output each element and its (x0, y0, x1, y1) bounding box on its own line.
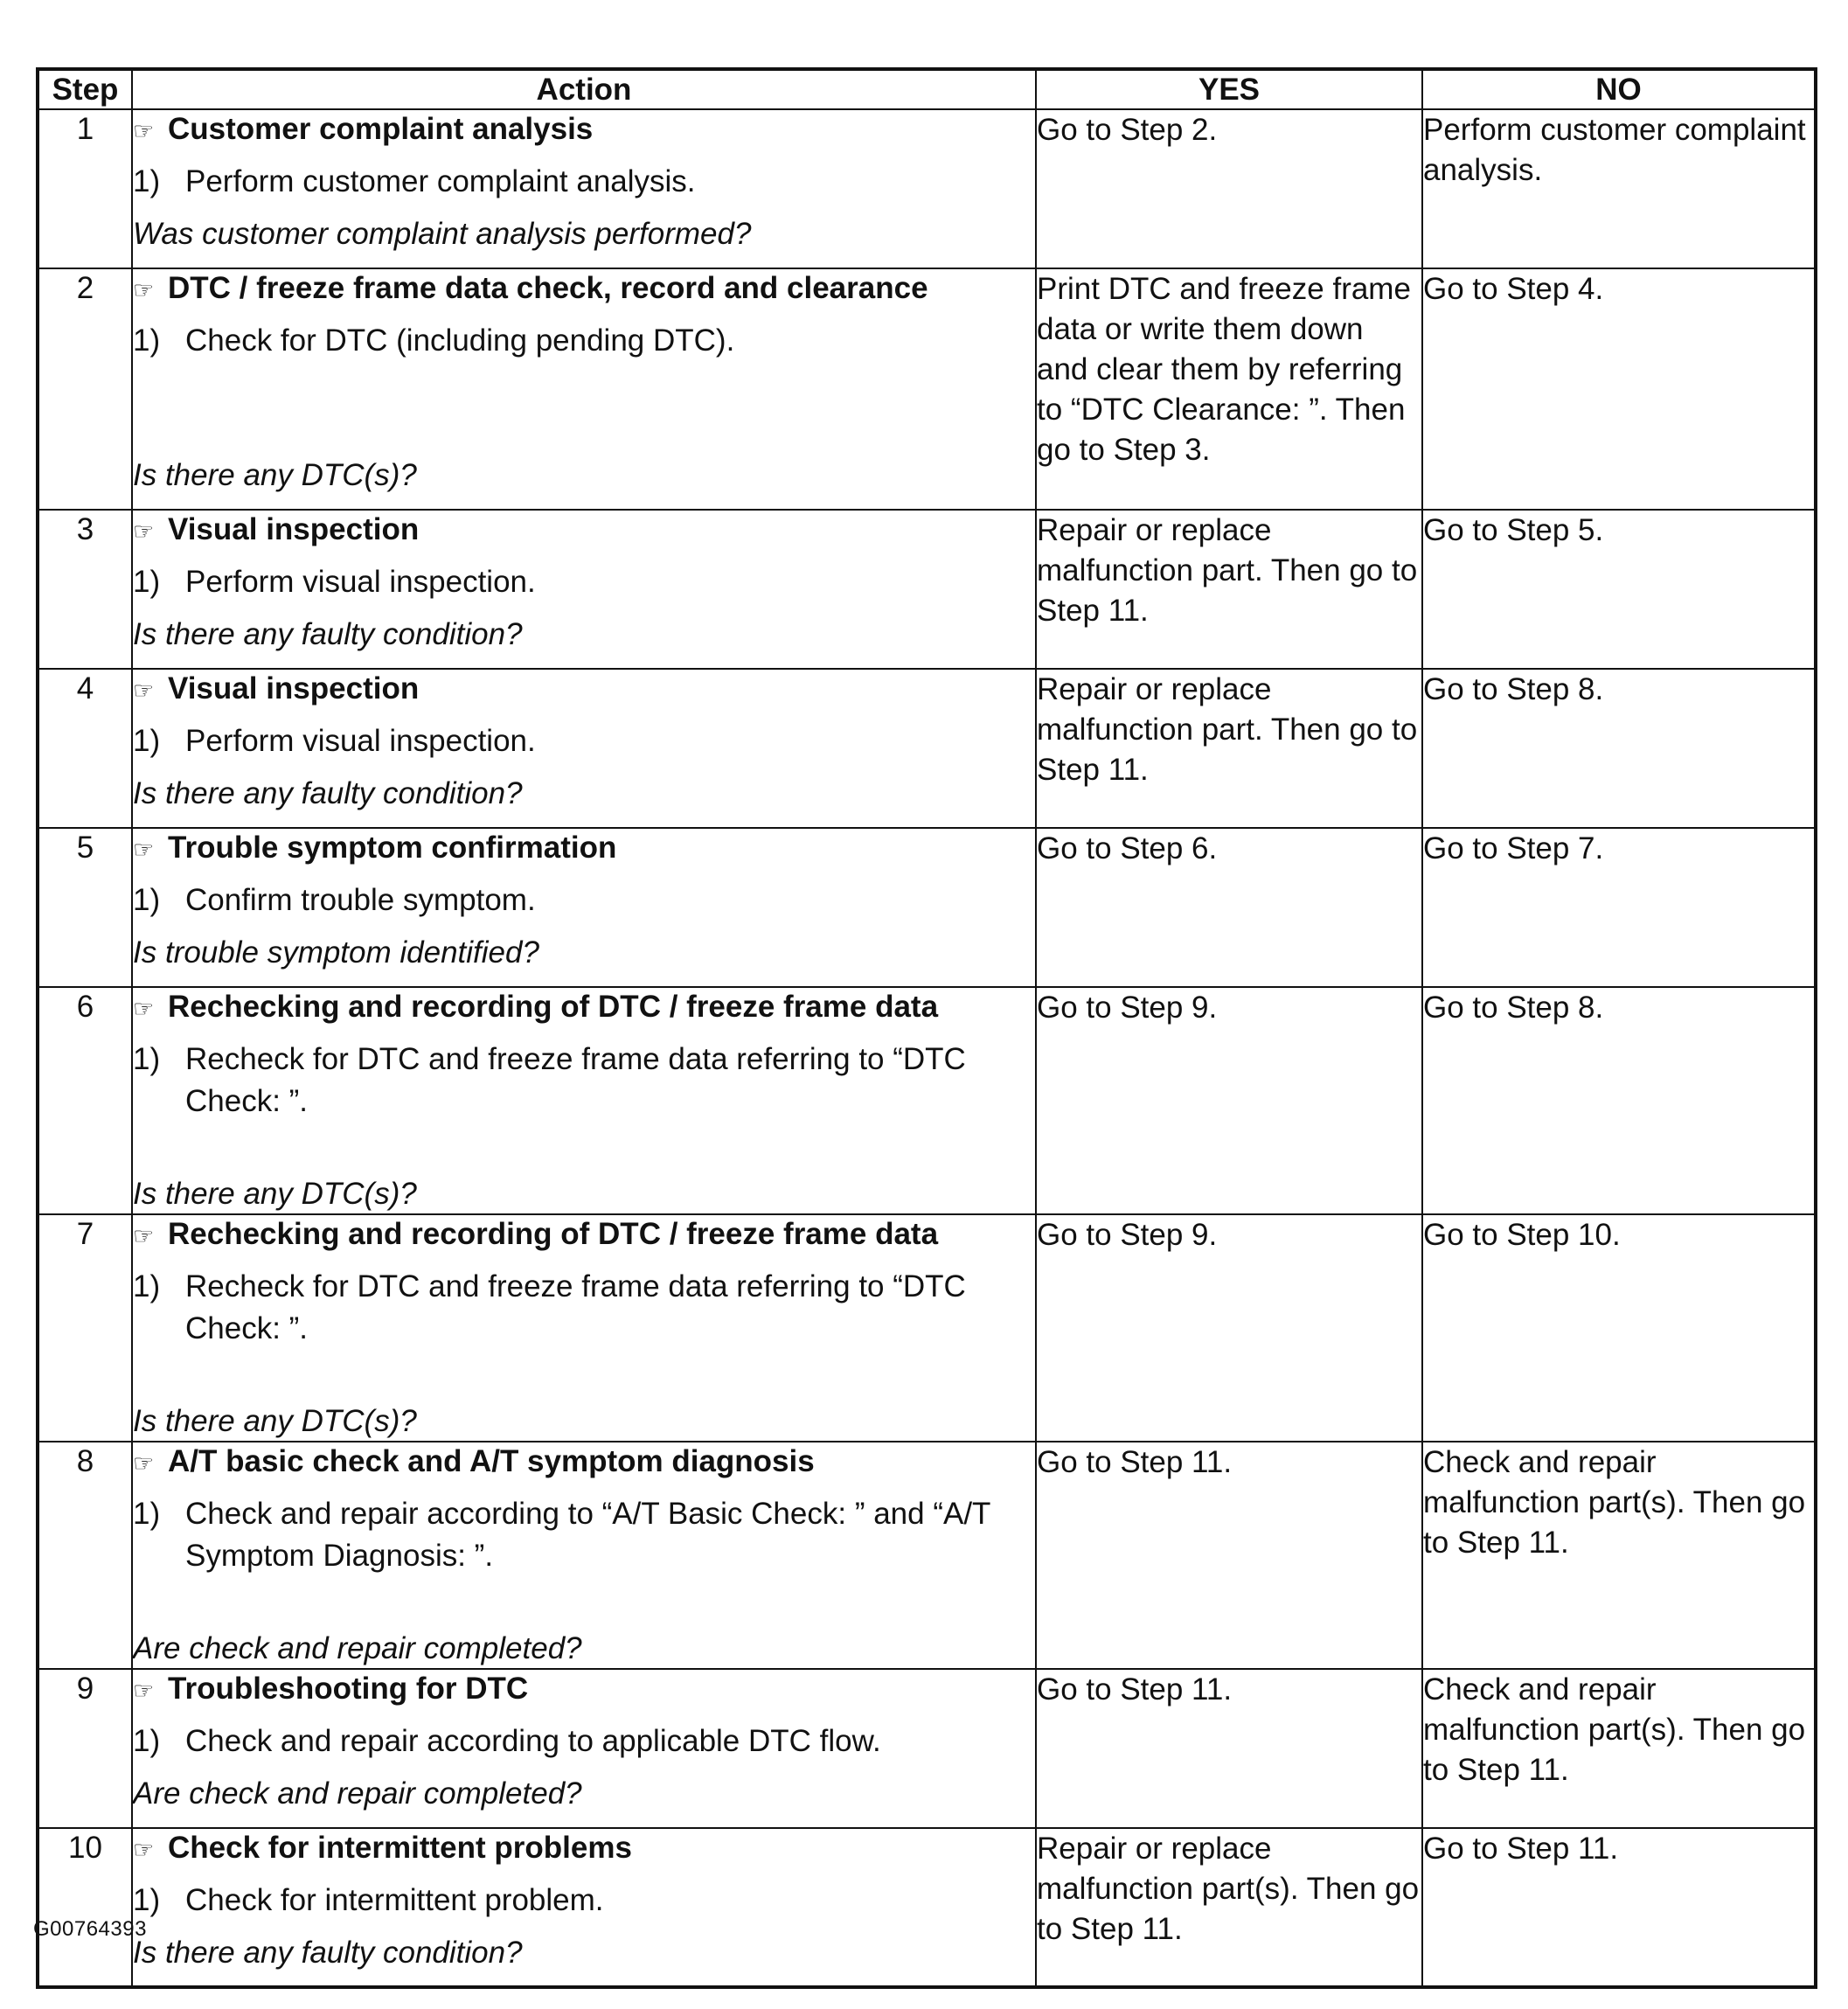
action-cell (132, 1214, 1036, 1442)
diagnostic-flow-table (36, 67, 1817, 1989)
action-item-number: 1) (133, 164, 161, 198)
action-title: Visual inspection (168, 512, 420, 546)
action-cell (132, 1669, 1036, 1828)
action-question: Is there any DTC(s)? (133, 1404, 417, 1438)
action-title-line (133, 1442, 1035, 1483)
yes-outcome: Print DTC and freeze frame data or write them down and clear them by referring to “DTC Clearance: ”. Then go to Step 3. (1036, 268, 1422, 510)
action-cell (132, 828, 1036, 987)
action-title-line (133, 829, 1035, 869)
action-item (133, 1721, 1035, 1762)
action-title-line (133, 1829, 1035, 1869)
no-outcome: Check and repair malfunction part(s). Then go to Step 11. (1422, 1442, 1816, 1669)
table-row (38, 109, 1816, 268)
action-item-text: Check for DTC (including pending DTC). (185, 323, 735, 358)
pointing-hand-icon: ☞ (133, 118, 155, 144)
action-title-line (133, 988, 1035, 1028)
action-item (133, 1039, 1035, 1123)
step-number: 5 (38, 828, 132, 987)
no-outcome: Go to Step 4. (1422, 268, 1816, 510)
action-cell (132, 1442, 1036, 1669)
action-title: A/T basic check and A/T symptom diagnosis (168, 1444, 815, 1478)
action-title-line (133, 670, 1035, 710)
yes-outcome: Go to Step 11. (1036, 1442, 1422, 1669)
yes-outcome: Go to Step 9. (1036, 1214, 1422, 1442)
action-cell (132, 510, 1036, 669)
table-row (38, 510, 1816, 669)
action-question: Is there any DTC(s)? (133, 458, 417, 492)
no-outcome: Perform customer complaint analysis. (1422, 109, 1816, 268)
action-item (133, 1266, 1035, 1350)
table-row (38, 828, 1816, 987)
pointing-hand-icon: ☞ (133, 996, 155, 1022)
action-cell (132, 669, 1036, 828)
action-item-number: 1) (133, 1724, 161, 1758)
step-number: 2 (38, 268, 132, 510)
action-question: Is there any faulty condition? (133, 617, 523, 651)
action-item (133, 561, 1035, 603)
pointing-hand-icon: ☞ (133, 1223, 155, 1249)
action-title: Visual inspection (168, 671, 420, 706)
yes-outcome: Go to Step 11. (1036, 1669, 1422, 1828)
table-row (38, 1828, 1816, 1987)
step-column-header: Step (38, 69, 132, 109)
step-number: 8 (38, 1442, 132, 1669)
action-title-line (133, 511, 1035, 551)
step-number: 4 (38, 669, 132, 828)
no-outcome: Go to Step 8. (1422, 669, 1816, 828)
step-number: 1 (38, 109, 132, 268)
action-item (133, 320, 1035, 362)
action-title-line (133, 1215, 1035, 1255)
action-item (133, 1880, 1035, 1922)
action-title: Troubleshooting for DTC (168, 1672, 529, 1706)
action-question: Are check and repair completed? (133, 1631, 582, 1665)
pointing-hand-icon: ☞ (133, 837, 155, 863)
step-number: 6 (38, 987, 132, 1214)
action-cell (132, 987, 1036, 1214)
action-cell (132, 1828, 1036, 1987)
pointing-hand-icon: ☞ (133, 277, 155, 303)
yes-outcome: Repair or replace malfunction part. Then go to Step 11. (1036, 669, 1422, 828)
action-item (133, 1493, 1035, 1577)
table-row (38, 1442, 1816, 1669)
action-column-header: Action (132, 69, 1036, 109)
yes-outcome: Go to Step 2. (1036, 109, 1422, 268)
action-title: Trouble symptom confirmation (168, 831, 617, 865)
action-question: Is trouble symptom identified? (133, 935, 539, 970)
yes-column-header: YES (1036, 69, 1422, 109)
pointing-hand-icon: ☞ (133, 1678, 155, 1704)
no-column-header: NO (1422, 69, 1816, 109)
no-outcome: Go to Step 8. (1422, 987, 1816, 1214)
action-item-text: Check and repair according to “A/T Basic Check: ” and “A/T Symptom Diagnosis: ”. (185, 1497, 990, 1573)
action-question: Is there any DTC(s)? (133, 1177, 417, 1211)
action-item-text: Recheck for DTC and freeze frame data referring to “DTC Check: ”. (185, 1269, 966, 1345)
action-title-line (133, 269, 1035, 309)
yes-outcome: Repair or replace malfunction part. Then go to Step 11. (1036, 510, 1422, 669)
yes-outcome: Go to Step 6. (1036, 828, 1422, 987)
pointing-hand-icon: ☞ (133, 678, 155, 704)
yes-outcome: Repair or replace malfunction part(s). Then go to Step 11. (1036, 1828, 1422, 1987)
action-item-text: Confirm trouble symptom. (185, 883, 536, 917)
no-outcome: Go to Step 10. (1422, 1214, 1816, 1442)
action-item-text: Perform visual inspection. (185, 724, 536, 758)
action-item-text: Check for intermittent problem. (185, 1883, 604, 1917)
no-outcome: Go to Step 11. (1422, 1828, 1816, 1987)
action-question: Are check and repair completed? (133, 1776, 582, 1811)
action-item (133, 720, 1035, 762)
figure-id: G00764393 (33, 1917, 147, 1941)
step-number: 7 (38, 1214, 132, 1442)
table-body (38, 109, 1816, 1987)
table-row (38, 268, 1816, 510)
action-question: Is there any faulty condition? (133, 1936, 523, 1970)
action-item-number: 1) (133, 1269, 161, 1303)
action-question: Is there any faulty condition? (133, 776, 523, 810)
action-title-line (133, 110, 1035, 150)
header-row (38, 69, 1816, 109)
step-number: 3 (38, 510, 132, 669)
action-item-number: 1) (133, 1497, 161, 1531)
action-item-number: 1) (133, 724, 161, 758)
table-row (38, 669, 1816, 828)
step-number: 9 (38, 1669, 132, 1828)
step-number: 10 (38, 1828, 132, 1987)
action-item (133, 161, 1035, 203)
action-cell (132, 268, 1036, 510)
action-title-line (133, 1670, 1035, 1710)
no-outcome: Go to Step 7. (1422, 828, 1816, 987)
action-title: Rechecking and recording of DTC / freeze frame data (168, 990, 939, 1024)
action-title: Customer complaint analysis (168, 112, 594, 146)
action-title: Rechecking and recording of DTC / freeze frame data (168, 1217, 939, 1251)
table-row (38, 1214, 1816, 1442)
pointing-hand-icon: ☞ (133, 1450, 155, 1477)
action-item-number: 1) (133, 883, 161, 917)
action-cell (132, 109, 1036, 268)
table-row (38, 1669, 1816, 1828)
no-outcome: Go to Step 5. (1422, 510, 1816, 669)
action-item-text: Recheck for DTC and freeze frame data referring to “DTC Check: ”. (185, 1042, 966, 1118)
action-item-text: Perform visual inspection. (185, 565, 536, 599)
action-item-number: 1) (133, 1042, 161, 1076)
action-item-text: Perform customer complaint analysis. (185, 164, 696, 198)
table-row (38, 987, 1816, 1214)
action-item-number: 1) (133, 323, 161, 358)
action-title: Check for intermittent problems (168, 1831, 632, 1865)
action-item-number: 1) (133, 1883, 161, 1917)
action-question: Was customer complaint analysis performed? (133, 217, 752, 251)
action-item-number: 1) (133, 565, 161, 599)
action-title: DTC / freeze frame data check, record and clearance (168, 271, 928, 305)
action-item-text: Check and repair according to applicable DTC flow. (185, 1724, 881, 1758)
pointing-hand-icon: ☞ (133, 518, 155, 545)
action-item (133, 879, 1035, 921)
yes-outcome: Go to Step 9. (1036, 987, 1422, 1214)
pointing-hand-icon: ☞ (133, 1837, 155, 1863)
no-outcome: Check and repair malfunction part(s). Then go to Step 11. (1422, 1669, 1816, 1828)
